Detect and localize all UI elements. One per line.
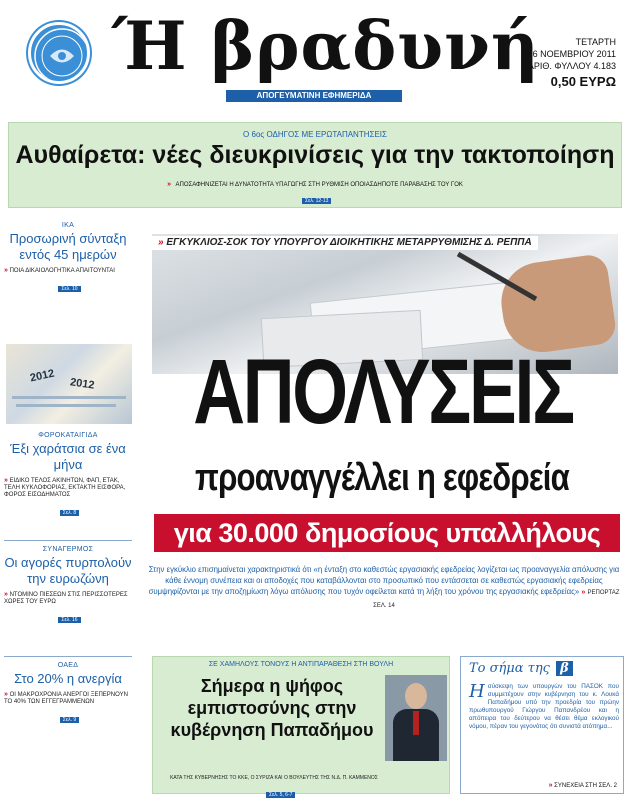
vote-box bbox=[152, 656, 450, 798]
masthead bbox=[0, 0, 630, 110]
issue-number: ΑΡΙΘ. ΦΥΛΛΟΥ 4.183 bbox=[527, 61, 616, 71]
top-banner bbox=[8, 122, 622, 208]
column-box bbox=[460, 656, 624, 794]
sidebar-item-head: ΟΑΕΔ bbox=[57, 662, 79, 669]
sidebar bbox=[4, 222, 132, 792]
sidebar-item-oaed bbox=[4, 662, 132, 726]
sidebar-item-head: ΙΚΑ bbox=[61, 222, 75, 229]
sidebar-item-ika bbox=[4, 222, 132, 295]
page-ref-badge: Σελ. 5, 6-7 bbox=[266, 792, 295, 798]
lead-story bbox=[140, 222, 624, 642]
vote-note: ΚΑΤΑ ΤΗΣ ΚΥΒΕΡΝΗΣΗΣ ΤΟ ΚΚΕ, Ο ΣΥΡΙΖΑ ΚΑΙ Ο ΒΟΥΛΕΥΤΗΣ ΤΗΣ Ν.Δ. Π. ΚΑΜΜΕΝΟΣ bbox=[170, 775, 378, 781]
issue-price: 0,50 ΕΥΡΩ bbox=[550, 74, 616, 89]
column-body-text: σύσκεψη των υπουργών του ΠΑΣΟΚ που συμμετέχουν στην κυβέρνηση του κ. Λουκά Παπαδήμου υπό την προεδρία του πρώην πρωθυπουργού Γιώργου Παπανδρέου και η απόπειρα του δεύτερου να θέσει θέμα εκλογικού νόμου, πέραν του γεγονότος ότι συνιστά ατόπημα... bbox=[469, 683, 619, 730]
sidebar-item-note-text: ΕΙΔΙΚΟ ΤΕΛΟΣ ΑΚΙΝΗΤΩΝ, ΦΑΠ, ΕΤΑΚ, ΤΕΛΗ ΚΥΚΛΟΦΟΡΙΑΣ, ΕΚΤΑΚΤΗ ΕΙΣΦΟΡΑ, ΦΟΡΟΣ ΕΙΣΟΔΗΜΑΤΟΣ bbox=[4, 478, 126, 498]
issue-day: ΤΕΤΑΡΤΗ bbox=[575, 37, 616, 47]
newspaper-title: Ή βραδυνή bbox=[112, 7, 540, 85]
arrow-icon: » bbox=[4, 477, 8, 484]
form-year-label: 2012 bbox=[69, 376, 96, 392]
tax-forms-photo bbox=[6, 344, 132, 424]
sidebar-item-note-text: ΟΙ ΜΑΚΡΟΧΡΟΝΙΑ ΑΝΕΡΓΟΙ ΞΕΠΕΡΝΟΥΝ ΤΟ 40% ΤΩΝ ΕΓΓΕΓΡΑΜΜΕΝΩΝ bbox=[4, 692, 128, 705]
banner-subline-text: ΑΠΟΣΑΦΗΝΙΖΕΤΑΙ Η ΔΥΝΑΤΟΤΗΤΑ ΥΠΑΓΩΓΗΣ ΣΤΗ ΡΥΘΜΙΣΗ ΟΠΟΙΑΣΔΗΠΟΤΕ ΠΑΡΑΒΑΣΗΣ ΤΟΥ ΓΟΚ bbox=[175, 182, 463, 188]
sidebar-item-note-text: ΠΟΙΑ ΔΙΚΑΙΟΛΟΓΗΤΙΚΑ ΑΠΑΙΤΟΥΝΤΑΙ bbox=[9, 268, 115, 274]
sidebar-item-taxes bbox=[4, 432, 132, 519]
form-line bbox=[16, 404, 116, 407]
sidebar-item-note-text: ΝΤΟΜΙΝΟ ΠΙΕΣΕΩΝ ΣΤΙΣ ΠΕΡΙΣΣΟΤΕΡΕΣ ΧΩΡΕΣ ΤΟΥ ΕΥΡΩ bbox=[4, 592, 128, 605]
sidebar-item-note bbox=[4, 591, 132, 606]
form-year-label: 2012 bbox=[29, 367, 56, 385]
arrow-icon: » bbox=[548, 782, 553, 789]
sidebar-item-title: Οι αγορές πυρπολούν την ευρωζώνη bbox=[4, 555, 132, 586]
column-continue bbox=[549, 782, 617, 789]
column-title-text: Το σήμα της bbox=[469, 661, 550, 676]
newspaper-subtitle: ΑΠΟΓΕΥΜΑΤΙΝΗ ΕΦΗΜΕΡΙΔΑ bbox=[226, 90, 402, 102]
arrow-icon: » bbox=[158, 237, 164, 248]
arrow-icon: » bbox=[581, 589, 586, 596]
column-drop-cap: Η bbox=[469, 681, 485, 702]
sidebar-item-head: ΦΟΡΟΚΑΤΑΙΓΙΔΑ bbox=[38, 432, 98, 439]
sidebar-item-markets bbox=[4, 546, 132, 626]
newspaper-seal bbox=[28, 22, 90, 84]
banner-kicker: Ο 6ος ΟΔΗΓΟΣ ΜΕ ΕΡΩΤΑΠΑΝΤΗΣΕΙΣ bbox=[243, 130, 387, 139]
lead-headline: ΑΠΟΛΥΣΕΙΣ bbox=[193, 341, 573, 443]
page-ref-badge: Σελ. 12-13 bbox=[302, 198, 331, 204]
lead-kicker-text: ΕΓΚΥΚΛΙΟΣ-ΣΟΚ ΤΟΥ ΥΠΟΥΡΓΟΥ ΔΙΟΙΚΗΤΙΚΗΣ ΜΕΤΑΡΡΥΘΜΙΣΗΣ Δ. ΡΕΠΠΑ bbox=[166, 237, 532, 248]
lead-body-text: Στην εγκύκλιο επισημαίνεται χαρακτηριστικά ότι «η ένταξη στο καθεστώς εργασιακής εφεδρείας λογίζεται ως προαναγγελία απόλυσης για κάθε έννομη συνέπεια και οι αποδοχές που καταβάλλονται στο προσωπικό που εντάσσεται σε καθεστώς εργασιακής εφεδρείας συμψηφίζονται με την αποζημίωση λόγω απόλυσης που τυχόν οφείλεται κατά τη λήξη του χρόνου της εργασιακής εφεδρείας» bbox=[148, 565, 620, 596]
column-logo: β bbox=[556, 661, 573, 676]
arrow-icon: » bbox=[4, 591, 8, 598]
tie-shape bbox=[413, 711, 419, 735]
lead-kicker bbox=[152, 236, 538, 250]
vote-kicker: ΣΕ ΧΑΜΗΛΟΥΣ ΤΟΝΟΥΣ Η ΑΝΤΙΠΑΡΑΘΕΣΗ ΣΤΗ ΒΟΥΛΗ bbox=[208, 661, 394, 668]
lead-highlight: για 30.000 δημοσίους υπαλλήλους bbox=[154, 514, 620, 552]
sidebar-item-title: Προσωρινή σύνταξη εντός 45 ημερών bbox=[9, 231, 127, 262]
arrow-icon: » bbox=[4, 691, 8, 698]
page-ref-badge: Σελ. 16 bbox=[58, 617, 80, 623]
lead-report-ref: ΡΕΠΟΡΤΑΖ ΣΕΛ. 14 bbox=[373, 590, 620, 609]
arrow-icon: » bbox=[4, 267, 8, 274]
sidebar-item-note bbox=[4, 477, 132, 499]
sidebar-item-title: Έξι χαράτσια σε ένα μήνα bbox=[10, 441, 126, 472]
banner-headline: Αυθαίρετα: νέες διευκρινίσεις για την τακτοποίηση bbox=[15, 141, 615, 169]
politician-photo bbox=[385, 675, 447, 761]
form-line bbox=[12, 396, 126, 399]
sidebar-item-note bbox=[4, 267, 132, 275]
sidebar-divider bbox=[4, 540, 132, 541]
page-ref-badge: Σελ. 9 bbox=[60, 717, 79, 723]
sidebar-item-head: ΣΥΝΑΓΕΡΜΟΣ bbox=[42, 546, 94, 553]
sidebar-item-title: Στο 20% η ανεργία bbox=[14, 671, 122, 686]
sidebar-divider bbox=[4, 656, 132, 657]
head-shape bbox=[405, 683, 427, 709]
issue-date: 16 ΝΟΕΜΒΡΙΟΥ 2011 bbox=[527, 49, 616, 59]
column-body bbox=[469, 683, 619, 731]
lead-subhead: προαναγγέλλει η εφεδρεία bbox=[195, 457, 569, 499]
arrow-icon: » bbox=[167, 181, 172, 188]
issue-info bbox=[496, 36, 616, 88]
page-ref-badge: Σελ. 8 bbox=[60, 510, 79, 516]
sidebar-item-note bbox=[4, 691, 132, 706]
vote-ref bbox=[263, 783, 295, 801]
page-ref-badge: Σελ. 10 bbox=[58, 286, 80, 292]
banner-page-ref bbox=[299, 189, 331, 207]
vote-headline: Σήμερα η ψήφος εμπιστοσύνης στην κυβέρνηση Παπαδήμου bbox=[170, 676, 374, 740]
column-title bbox=[469, 661, 573, 676]
column-continue-text: ΣΥΝΕΧΕΙΑ ΣΤΗ ΣΕΛ. 2 bbox=[554, 783, 617, 789]
lead-body bbox=[146, 564, 622, 612]
